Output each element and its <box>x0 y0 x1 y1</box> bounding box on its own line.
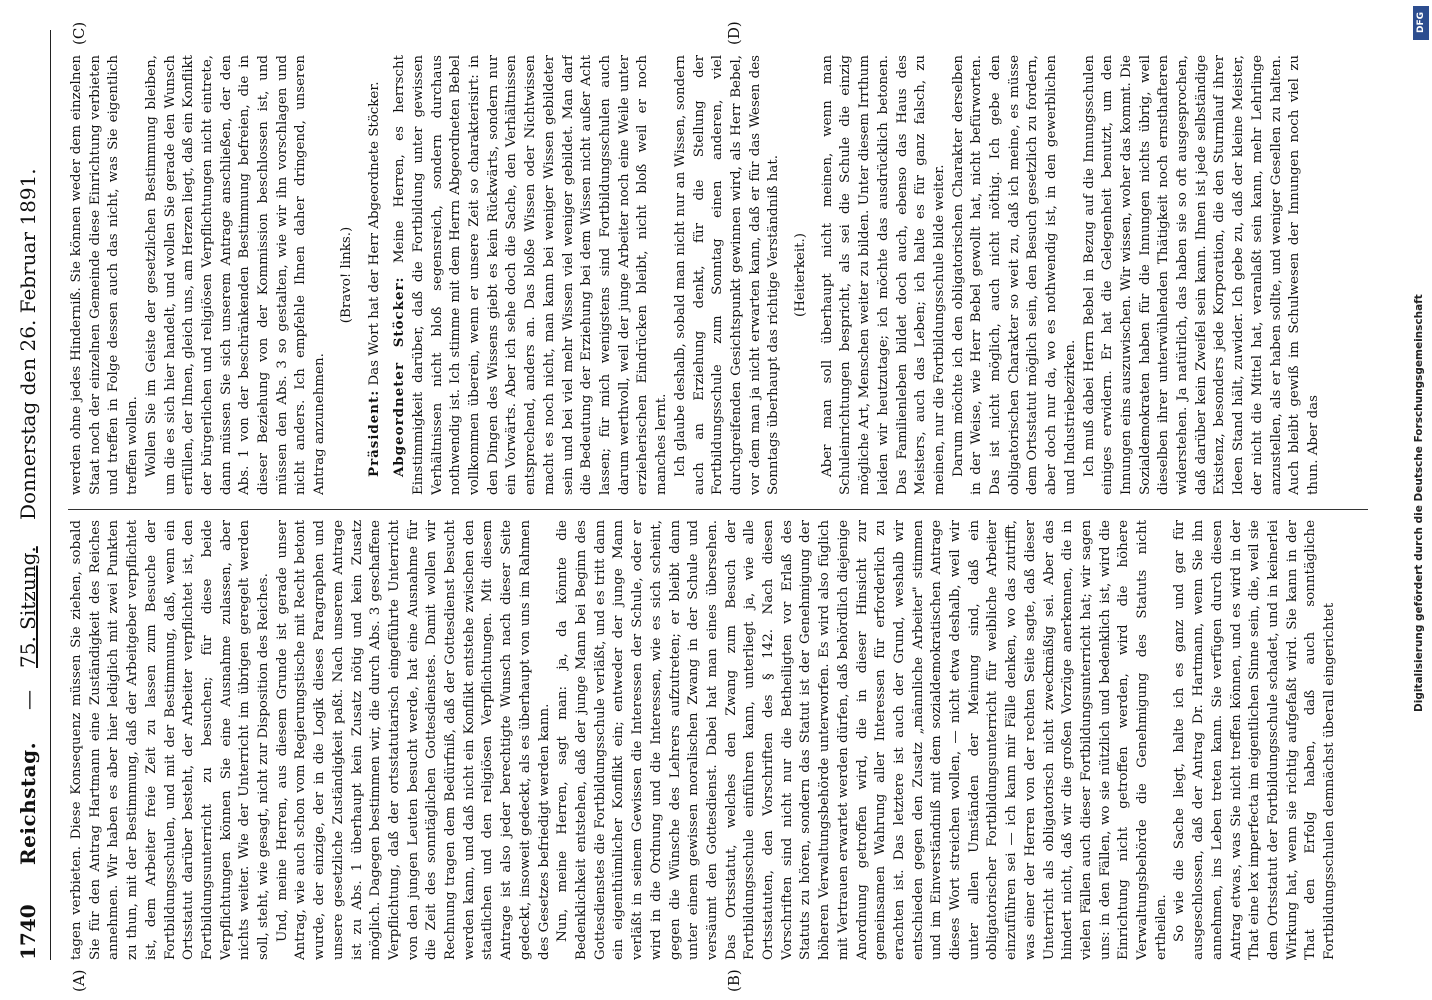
margin-marker-d: (D) <box>725 21 743 45</box>
speaker-paragraph: Präsident: Das Wort hat der Herr Abgeordnete Stöcker. <box>365 81 382 477</box>
paragraph: werden ohne jedes Hinderniß. Sie können weder dem einzelnen Staat noch der einzelnen Gemeinde diese Einrichtung verbieten und treffen in Folge dessen auch das nicht, was Sie eigentlich treffen wollen. <box>69 55 141 495</box>
paragraph: Und, meine Herren, aus diesem Grunde ist gerade unser Antrag, wie auch schon vom Regierungstische mit Recht betont wurde, der einzige, der in die Logik dieses Paragraphen und unsere gesetzliche Zuständigkeit paßt. Nach unserem Antrage ist zu Abs. 1 überhaupt kein Zusatz nötig und kein Zusatz möglich. Dagegen bestimmen wir, die durch Abs. 3 geschaffene Verpflichtung, daß der ortsstatutarisch eingeführte Unterricht von den jungen Leuten besucht werde, hat eine Ausnahme für die Zeit des sonntäglichen Gottesdienstes. Damit wollen wir Rechnung tragen dem Bedürfniß, daß der Gottesdienst besucht werden kann, und daß nicht ein Konflikt entstehe zwischen den staatlichen und den religiösen Verpflichtungen. Mit diesem Antrage ist also jeder berechtigte Wunsch nach dieser Seite gedeckt, insoweit gedeckt, als es überhaupt von uns im Rahmen des Gesetzes befriedigt werden kann. <box>274 520 552 960</box>
paragraph: So wie die Sache liegt, halte ich es ganz und gar für ausgeschlossen, daß der Antrag Dr. Hartmann, wenn Sie ihn annehmen, ins Leben treten kann. Sie verfügen durch diesen Antrag etwas, was Sie nicht treffen können, und es wird in der That eine lex imperfecta im eigentlichen Sinne sein, die, weil sie dem Ortsstatut der Fortbildungsschule schadet, und in keinerlei Wirkung hat, wenn sie richtig aufgefaßt wird. Sie kann in der That den Erfolg haben, daß auch sonntägliche Fortbildungsschulen demnächst überall eingerichtet <box>1172 520 1338 960</box>
right-text-column <box>68 55 1378 495</box>
digitization-credit: Digitalisierung gefördert durch die Deutsche Forschungsgemeinschaft <box>1413 294 1425 712</box>
page-header <box>10 30 51 960</box>
interjection: (Bravo! links.) <box>338 226 354 324</box>
session-date: Donnerstag den 26. Februar 1891. <box>16 168 40 520</box>
column-divider <box>68 509 1368 510</box>
paragraph: Ich glaube deshalb, sobald man nicht nur an Wissen, sondern auch an Erziehung denkt, für die Stellung der Fortbildungsschule zum Sonntag einen anderen, viel durchgreifenden Gesichtspunkt gewinnen wird, als Herr Bebel, vor dem man ja nicht erwarten kann, daß er für das Wesen des Sonntags überhaupt das richtige Verständniß hat. <box>672 55 782 495</box>
paragraph: Wollen Sie im Geiste der gesetzlichen Bestimmung bleiben, um die es sich hier handelt, und wollen Sie gerade den Wunsch erfüllen, der Ihnen, gleich uns, am Herzen liegt, daß ein Konflikt der bürgerlichen und religiösen Verpflichtungen nicht eintrete, dann müssen Sie sich unserem Antrage anschließen, der den Abs. 1 von der beschränkenden Bestimmung befreien, die in dieser Beziehung von der Kommission beschlossen ist, und müssen den Abs. 3 so gestalten, wie wir ihn vorschlagen und nicht anders. Ich empfehle Ihnen daher dringend, unseren Antrag anzunehmen. <box>143 55 328 495</box>
margin-marker-b: (B) <box>725 969 743 992</box>
speaker-name: Präsident: <box>365 389 382 477</box>
paragraph: tagen verbieten. Diese Konsequenz müssen Sie ziehen, sobald Sie für den Antrag Hartmann eine Zuständigkeit des Reiches annehmen. Wir haben es aber hier lediglich mit zwei Punkten zu thun, mit der Bestimmung, daß der Arbeitgeber verpflichtet ist, dem Arbeiter freie Zeit zu lassen zum Besuche der Fortbildungsschulen, und mit der Bestimmung, daß, wenn ein Ortsstatut darüber besteht, der Arbeiter verpflichtet ist, den Fortbildungsunterricht zu besuchen; für diese beide Verpflichtungen können Sie eine Ausnahme zulassen, aber nichts weiter. Wie der Unterricht im übrigen geregelt werden soll, steht, wie gesagt, nicht zur Disposition des Reiches. <box>69 520 272 960</box>
publication-title: Reichstag. <box>16 741 40 865</box>
margin-marker-a: (A) <box>70 969 88 992</box>
paragraph: Nun, meine Herren, sagt man: ja, da könnte die Bedenklichkeit entstehen, daß der junge Mann bei Beginn des Gottesdienstes die Fortbildungsschule verläßt, und es tritt dann ein eigenthümlicher Konflikt ein; entweder der junge Mann verläßt in seinem Gewissen die Interessen der Schule, oder er wird in die Ordnung und die Interessen, wie es sich scheint, gegen die Wünsche des Lehrers aufzutreten; er bleibt dann unter einem gewissen moralischen Zwang in der Schule und versäumt den Gottesdienst. Dabei hat man eines übersehen. Das Ortsstatut, welches den Zwang zum Besuch der Fortbildungsschule einführen kann, unterliegt ja, wie alle Ortsstatuten, den Vorschriften des § 142. Nach diesen Vorschriften sind nicht nur die Betheiligten vor Erlaß des Statuts zu hören, sondern das Statut ist der Genehmigung der höheren Verwaltungsbehörde unterworfen. Es wird also füglich mit Vertrauen erwartet werden dürfen, daß behördlich diejenige Anordnung getroffen wird, die in dieser Hinsicht zur gemeinsamen Wahrung aller Interessen für erforderlich zu erachten ist. Das letztere ist auch der Grund, weshalb wir entschieden gegen den Zusatz „männliche Arbeiter" stimmen und im Einverständniß mit dem sozialdemokratischen Antrage dieses Wort streichen wollen, — nicht etwa deshalb, weil wir unter allen Umständen der Meinung sind, daß ein obligatorischer Fortbildungsunterricht für weibliche Arbeiter einzuführen sei — ich kann mir Fälle denken, wo das zutrifft, was einer der Herren von der rechten Seite sagte, daß dieser Unterricht als obligatorisch nicht zweckmäßig sei. Aber das hindert nicht, daß wir die großen Vorzüge anerkennen, die in vielen Fällen auch dieser Fortbildungsunterricht hat; wir sagen uns: in den Fällen, wo sie nützlich und bedenklich ist, wird die Einrichtung nicht getroffen werden, wird die höhere Verwaltungsbehörde die Genehmigung des Statuts nicht ertheilen. <box>555 520 1169 960</box>
page-number: 1740 <box>16 904 40 960</box>
dfg-label: DFG <box>1416 12 1426 34</box>
header-separator: — <box>16 690 40 710</box>
margin-marker-c: (C) <box>70 21 88 45</box>
left-text-column <box>68 520 1378 960</box>
session-label: 75. Sitzung. <box>16 546 40 668</box>
speaker-name: Abgeordneter Stöcker: <box>391 276 408 477</box>
speaker-paragraph: Abgeordneter Stöcker: Meine Herren, es herrscht Einstimmigkeit darüber, daß die Fortbildung unter gewissen Verhältnissen nicht bloß segensreich, sondern durchaus nothwendig ist. Ich stimme mit dem Herrn Abgeordneten Bebel vollkommen überein, wenn er unsere Zeit so charakterisirt: in den Dingen des Wissens giebt es kein Rückwärts, sondern nur ein Vorwärts. Aber ich sehe doch die Sache, den Verhältnissen entsprechend, anders an. Das bloße Wissen oder Nichtwissen macht es noch nicht, man kann bei weniger Wissen gebildeter sein und bei viel mehr Wissen viel weniger gebildet. Man darf die Bedeutung der Erziehung bei dem Wissen nicht außer Acht lassen; für mich wenigstens sind Fortbildungsschulen auch darum werthvoll, weil der junge Arbeiter noch eine Weile unter erzieherischen Eindrücken bleibt, nicht bloß weil er noch manches lernt. <box>391 55 670 495</box>
paragraph: Ich muß dabei Herrn Bebel in Bezug auf die Innungsschulen einiges erwidern. Er hat die Gelegenheit benutzt, um den Innungen eins auszuwischen. Wir wissen, woher das kommt. Die Sozialdemokraten haben für die Innungen nichts übrig, weil dieselben ihrer unterwühlenden Thätigkeit noch ernsthafteren widerstehen. Ja natürlich, das haben sie so oft ausgesprochen, daß darüber kein Zweifel sein kann. Ihnen ist jede selbständige Existenz, besonders jede Korporation, die den Sturmlauf ihrer Ideen Stand hält, zuwider. Ich gebe zu, daß der kleine Meister, der nicht die Mittel hat, veranlaßt sein kann, mehr Lehrlinge anzustellen, als er haben sollte, und weniger Gesellen zu halten. Auch bleibt gewiß im Schulwesen der Innungen noch viel zu thun. Aber das <box>1081 55 1321 495</box>
paragraph: Darum möchte ich den obligatorischen Charakter derselben in der Weise, wie Herr Bebel gewollt hat, nicht befürworten. Das ist nicht möglich, auch nicht nöthig. Ich gebe den obligatorischen Charakter so weit zu, daß ich meine, es müsse dem Ortsstatut möglich sein, den Besuch gesetzlich zu fordern, aber doch nur da, wo es nothwendig ist, in den gewerblichen und Industriebezirken. <box>950 55 1078 495</box>
paragraph: Aber man soll überhaupt nicht meinen, wenn man Schuleinrichtungen bespricht, als sei die Schule die einzig mögliche Art, Menschen weiter zu bilden. Unter diesem Irrthum leiden wir heutzutage; ich möchte das ausdrücklich betonen. Das Familienleben bildet doch auch, ebenso das Haus des Meisters, auch das Leben; ich halte es für ganz falsch, zu meinen, nur die Fortbildungsschule bilde weiter. <box>819 55 947 495</box>
interjection: (Heiterkeit.) <box>793 233 809 317</box>
